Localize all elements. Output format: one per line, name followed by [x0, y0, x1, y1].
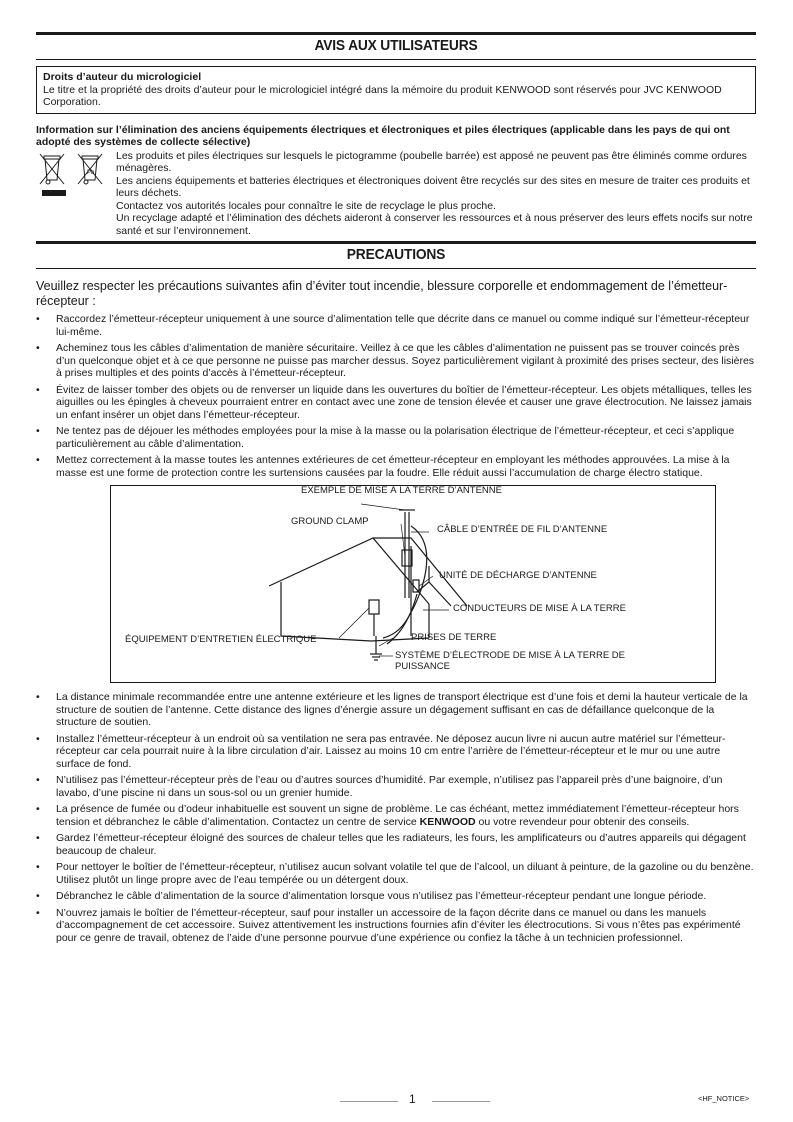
- header-rule: [36, 32, 756, 35]
- bullet: •: [36, 803, 40, 815]
- list-item: [36, 907, 756, 945]
- smoke-text-start: La présence de fumée ou d’odeur inhabituelle est souvent un signe de problème. Le cas échéant, mettez immédiatement l’émetteur-récepteur hors tension et débranchez le câble d’alimentation. Contactez un centre de service: [56, 803, 739, 828]
- list-item: [36, 861, 756, 886]
- bullet: •: [36, 313, 40, 325]
- list-item-text: N’utilisez pas l’émetteur-récepteur près de l’eau ou d’autres sources d’humidité. Par exemple, n’utilisez pas l’appareil près d’une baignoire, d’un lavabo, d’une piscine ni dans un sous-sol ou un grenier humide.: [56, 774, 723, 799]
- disposal-paragraph: Les anciens équipements et batteries électriques et électroniques doivent être recyclés sur des sites en mesure de traiter ces produits et leurs déchets.: [116, 174, 750, 199]
- list-item-text: Installez l’émetteur-récepteur à un endroit où sa ventilation ne sera pas entravée. Ne déposez aucun livre ni aucun autre matériel sur l’émetteur-récepteur car cela pourrait nuire à la libre circulation d’air. Laissez au moins 10 cm entre l’arrière de l’émetteur-récepteur et le mur ou une autre surface de fond.: [56, 732, 726, 770]
- label-discharge-unit: UNITÉ DE DÉCHARGE D’ANTENNE: [439, 570, 597, 581]
- list-item: [36, 774, 756, 799]
- header-rule: [36, 268, 756, 269]
- label-grounding-conductors: CONDUCTEURS DE MISE À LA TERRE: [453, 603, 626, 614]
- disposal-paragraph: Les produits et piles électriques sur lesquels le pictogramme (poubelle barrée) est apposé ne peuvent pas être éliminés comme ordures ménagères.: [116, 149, 747, 174]
- list-item: [36, 733, 756, 771]
- list-item-text: Gardez l’émetteur-récepteur éloigné des sources de chaleur telles que les radiateurs, les fours, les amplificateurs ou d’autres appareils qui dégagent beaucoup de chaleur.: [56, 832, 746, 857]
- bullet: •: [36, 425, 40, 437]
- antenna-grounding-diagram: [110, 485, 716, 683]
- bullet: •: [36, 342, 40, 354]
- page-number: 1: [409, 1092, 416, 1106]
- list-item-text: Pour nettoyer le boîtier de l’émetteur-récepteur, n’utilisez aucun solvant volatile tel que de l’alcool, un diluant à peinture, de la gazoline ou du benzène. Utilisez plutôt un linge propre avec de l’eau tempérée ou un détergent doux.: [56, 861, 754, 886]
- disposal-text: [116, 150, 756, 238]
- notice-header: [36, 28, 756, 62]
- notice-title: AVIS AUX UTILISATEURS: [314, 37, 478, 54]
- copyright-title: Droits d’auteur du micrologiciel: [43, 71, 202, 83]
- page-footer: [0, 1092, 793, 1112]
- list-item: [36, 425, 756, 450]
- list-item: [36, 803, 756, 828]
- disposal-paragraph: Un recyclage adapté et l’élimination des déchets aideront à conserver les ressources et à nous préserver des leurs effets nocifs sur notre santé et sur l’environnement.: [116, 212, 753, 237]
- bullet: •: [36, 861, 40, 873]
- brand-name: KENWOOD: [419, 815, 476, 828]
- label-power-electrode: SYSTÈME D’ÉLECTRODE DE MISE À LA TERRE DE: [395, 650, 625, 661]
- disposal-title: Information sur l’élimination des anciens équipements électriques et électroniques et piles électriques (applicable dans les pays de qui ont adopté des systèmes de collecte sélective): [36, 123, 730, 148]
- precautions-intro: Veuillez respecter les précautions suivantes afin d’éviter tout incendie, blessure corporelle et endommagement de l’émetteur-récepteur :: [36, 279, 728, 308]
- label-ground-clamps: PRISES DE TERRE: [411, 632, 497, 643]
- list-item: [36, 454, 756, 479]
- smoke-text-end: ou votre revendeur pour obtenir des conseils.: [475, 815, 690, 828]
- list-item: [36, 342, 756, 380]
- footer-rule: [340, 1101, 398, 1102]
- header-rule: [36, 241, 756, 244]
- bullet: •: [36, 890, 40, 902]
- precautions-list-continued: [36, 691, 756, 944]
- list-item: [36, 691, 756, 729]
- label-ground-clamp: GROUND CLAMP: [291, 516, 369, 527]
- list-item-text: Acheminez tous les câbles d’alimentation de manière sécuritaire. Veillez à ce que les câbles d’alimentation ne puissent pas se trouver coincés près d’un quelconque objet et à ce que personne ne puisse pas marcher dessus. Soyez particulièrement vigilant à proximité des prises secteur, des lisières à prises multiples et des points d’accès à l’émetteur-récepteur.: [56, 342, 755, 379]
- copyright-box: [36, 66, 756, 114]
- list-item-text: [56, 803, 739, 828]
- chemical-symbol: Pb: [87, 169, 95, 176]
- list-item-text: Raccordez l’émetteur-récepteur uniquement à une source d’alimentation telle que décrite dans ce manuel ou comme indiqué sur l’émetteur-récepteur lui-même.: [56, 313, 750, 338]
- document-code: <HF_NOTICE>: [698, 1094, 750, 1103]
- copyright-text: Le titre et la propriété des droits d’auteur pour le micrologiciel intégré dans la mémoire du produit KENWOOD sont réservés pour JVC KENWOOD Corporation.: [43, 83, 722, 108]
- bullet: •: [36, 454, 40, 466]
- bullet: •: [36, 906, 40, 919]
- list-item-text: N’ouvrez jamais le boîtier de l’émetteur-récepteur, sauf pour installer un accessoire de la façon décrite dans ce manuel ou dans les manuels d’accompagnement de cet accessoire. Suivez attentivement les instructions fournies afin d’éviter les électrocutions. Si vous n’êtes pas expérimenté pour ce genre de travail, obtenez de l’aide d’une personne pourvue d’une expérience ou confiez la tâche à un technicien professionnel.: [56, 906, 741, 944]
- precautions-list: [36, 313, 756, 479]
- label-service-equipment: ÉQUIPEMENT D’ENTRETIEN ÉLECTRIQUE: [125, 634, 317, 645]
- list-item-text: Évitez de laisser tomber des objets ou de renverser un liquide dans les ouvertures du boîtier de l’émetteur-récepteur. Les objets métalliques, telles les aiguilles ou les épingles à cheveux pourraient entrer en contact avec une zone de tension élevée et causer une grave électrocution. Ne laissez jamais un enfant insérer un objet dans l’émetteur-récepteur.: [56, 383, 752, 421]
- list-item: [36, 832, 756, 857]
- precautions-title: PRECAUTIONS: [346, 246, 446, 263]
- disposal-section: [36, 124, 756, 238]
- weee-icons: [36, 150, 116, 204]
- label-lead-in-wire: CÂBLE D’ENTRÉE DE FIL D’ANTENNE: [437, 524, 608, 535]
- footer-rule: [432, 1101, 490, 1102]
- bullet: •: [36, 383, 40, 396]
- list-item-text: Mettez correctement à la masse toutes les antennes extérieures de cet émetteur-récepteur en employant les méthodes approuvées. La mise à la masse est une forme de protection contre les surtensions causées par la foudre. Elle réduit aussi l’accumulation de charge électro statique.: [56, 454, 730, 479]
- bullet: •: [36, 832, 40, 844]
- list-item: [36, 384, 756, 422]
- list-item-text: La distance minimale recommandée entre une antenne extérieure et les lignes de transport électrique est d’une fois et demi la hauteur verticale de la structure de soutien de l’antenne. Cette distance des lignes d’énergie assure un dégagement suffisant en cas de défaillance quelconque de la structure de soutien.: [56, 691, 748, 728]
- list-item-text: Ne tentez pas de déjouer les méthodes employées pour la mise à la masse ou la polarisation électrique de l’émetteur-récepteur, et ceci s’applique particulièrement au câble d’alimentation.: [56, 425, 735, 450]
- list-item-text: Débranchez le câble d’alimentation de la source d’alimentation lorsque vous n’utilisez pas l’émetteur-récepteur pendant une longue période.: [56, 890, 707, 902]
- crossed-out-wheelie-bin-icon: [36, 150, 116, 204]
- precautions-header: [36, 237, 756, 271]
- header-rule: [36, 59, 756, 60]
- list-item: [36, 313, 756, 338]
- bullet: •: [36, 691, 40, 703]
- bar-icon: [42, 190, 66, 196]
- diagram-title: EXEMPLE DE MISE À LA TERRE D’ANTENNE: [301, 485, 502, 496]
- disposal-paragraph: Contactez vos autorités locales pour connaître le site de recyclage le plus proche.: [116, 199, 496, 212]
- label-power-electrode-cont: PUISSANCE: [395, 661, 450, 672]
- list-item: [36, 890, 756, 903]
- bullet: •: [36, 774, 40, 786]
- page: [36, 28, 756, 948]
- bullet: •: [36, 732, 40, 745]
